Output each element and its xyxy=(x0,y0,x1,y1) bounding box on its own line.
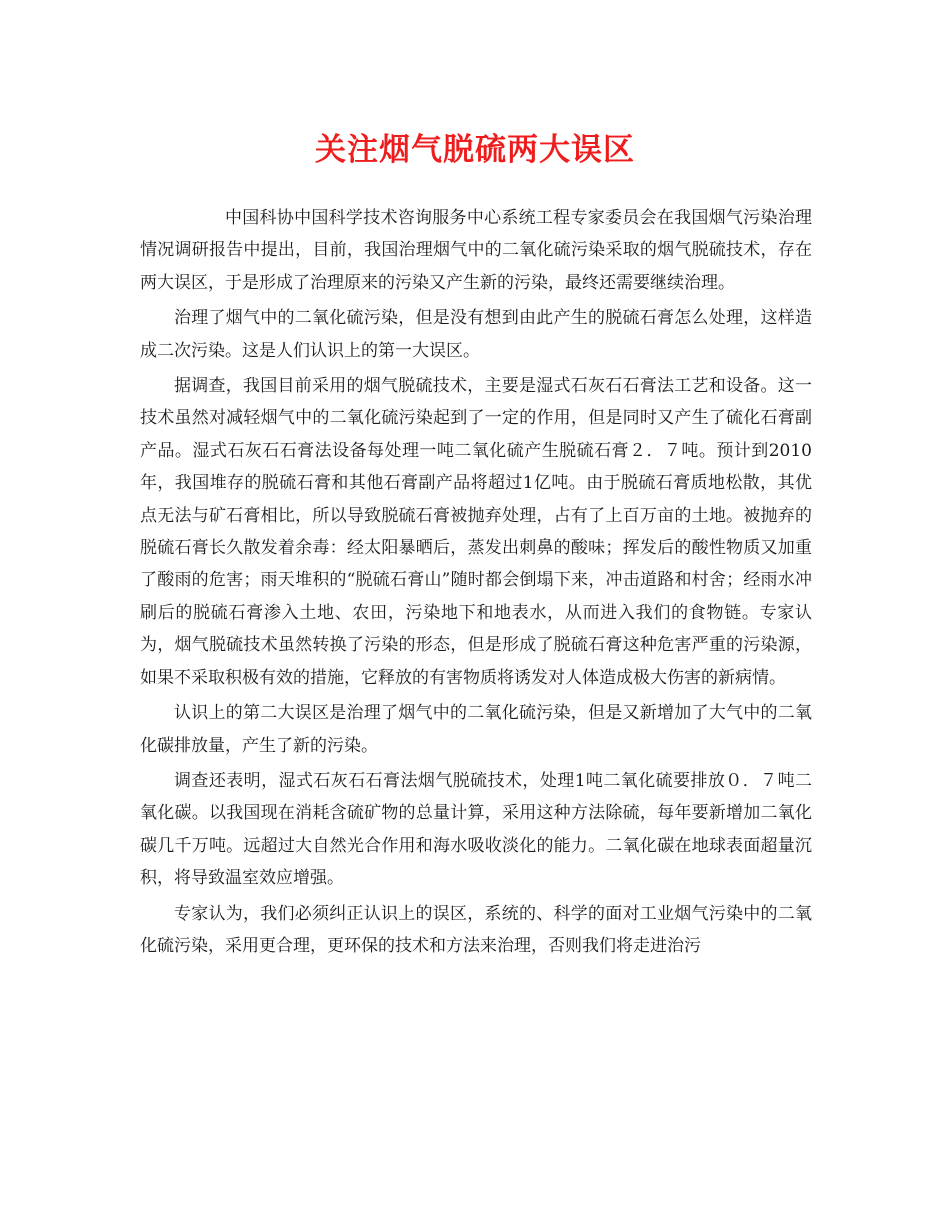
article-body xyxy=(140,202,812,965)
paragraph-survey-results: 调查还表明，湿式石灰石石膏法烟气脱硫技术，处理1吨二氧化硫要排放０．７吨二氧化碳。以我国现在消耗含硫矿物的总量计算，采用这种方法除硫，每年要新增加二氧化碳几千万吨。远超过大自然光合作用和海水吸收淡化的能力。二氧化碳在地球表面超量沉积，将导致温室效应增强。 xyxy=(140,770,812,889)
page-title: 关注烟气脱硫两大误区 xyxy=(315,132,635,168)
paragraph-intro: 中国科协中国科学技术咨询服务中心系统工程专家委员会在我国烟气污染治理情况调研报告中提出，目前，我国治理烟气中的二氧化硫污染采取的烟气脱硫技术，存在两大误区，于是形成了治理原来的污染又产生新的污染，最终还需要继续治理。 xyxy=(140,208,812,293)
paragraph-first-misconception: 治理了烟气中的二氧化硫污染，但是没有想到由此产生的脱硫石膏怎么处理，这样造成二次污染。这是人们认识上的第一大误区。 xyxy=(140,308,812,361)
paragraph-expert-opinion: 专家认为，我们必须纠正认识上的误区，系统的、科学的面对工业烟气污染中的二氧化硫污染，采用更合理，更环保的技术和方法来治理，否则我们将走进治污 xyxy=(140,903,812,956)
paragraph-second-misconception: 认识上的第二大误区是治理了烟气中的二氧化硫污染，但是又新增加了大气中的二氧化碳排放量，产生了新的污染。 xyxy=(140,703,812,756)
paragraph-investigation: 据调查，我国目前采用的烟气脱硫技术，主要是湿式石灰石石膏法工艺和设备。这一技术虽然对减轻烟气中的二氧化硫污染起到了一定的作用，但是同时又产生了硫化石膏副产品。湿式石灰石石膏法设备每处理一吨二氧化硫产生脱硫石膏２．７吨。预计到2010年，我国堆存的脱硫石膏和其他石膏副产品将超过1亿吨。由于脱硫石膏质地松散，其优点无法与矿石膏相比，所以导致脱硫石膏被抛弃处理，占有了上百万亩的土地。被抛弃的脱硫石膏长久散发着余毒：经太阳暴晒后，蒸发出刺鼻的酸味；挥发后的酸性物质又加重了酸雨的危害；雨天堆积的“脱硫石膏山”随时都会倒塌下来，冲击道路和村舍；经雨水冲刷后的脱硫石膏渗入土地、农田，污染地下和地表水，从而进入我们的食物链。专家认为，烟气脱硫技术虽然转换了污染的形态，但是形成了脱硫石膏这种危害严重的污染源，如果不采取积极有效的措施，它释放的有害物质将诱发对人体造成极大伤害的新病情。 xyxy=(140,376,812,688)
